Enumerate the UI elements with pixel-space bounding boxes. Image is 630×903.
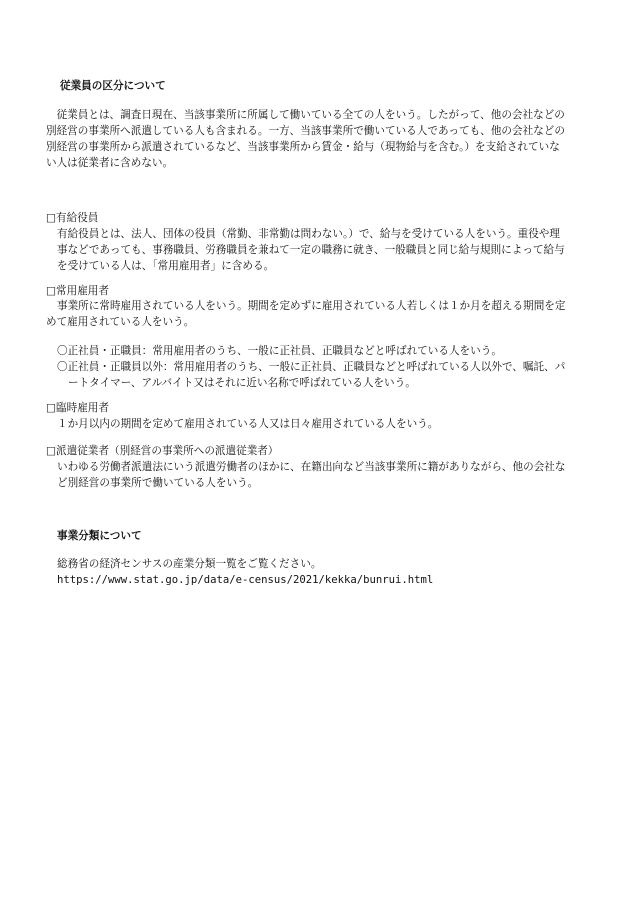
industry-classification-heading: 事業分類について — [57, 530, 142, 542]
industry-classification-url[interactable]: https://www.stat.go.jp/data/e-census/2021/kekka/bunrui.html — [57, 574, 434, 586]
paragraph-line: 別経営の事業所へ派遣している人も含まれる。一方、当該事業所で働いている人であっても、他の会社などの — [46, 125, 565, 137]
paragraph-line: い人は従業者に含めない。 — [46, 157, 174, 169]
regular-employees-title: □常用雇用者 — [46, 285, 109, 297]
paragraph-line: 事業所に常時雇用されている人をいう。期間を定めずに雇用されている人若しくは１か月を超える期間を定 — [57, 300, 566, 312]
paid-officers-title: □有給役員 — [46, 212, 99, 224]
industry-classification-text: 総務省の経済センサスの産業分類一覧をご覧ください。 — [57, 558, 322, 570]
paragraph-line: めて雇用されている人をいう。 — [46, 316, 195, 328]
paragraph-line: 別経営の事業所から派遣されているなど、当該事業所から賃金・給与（現物給与を含む。）を支給されていな — [46, 141, 560, 153]
paragraph-line: を受けている人は、「常用雇用者」に含める。 — [57, 260, 275, 272]
non-full-time-staff-item: 〇正社員・正職員以外：常用雇用者のうち、一般に正社員、正職員などと呼ばれている人以外で、嘱託、パ — [57, 361, 566, 373]
paragraph-line: 従業員とは、調査日現在、当該事業所に所属して働いている全ての人をいう。したがって、他の会社などの — [46, 109, 565, 121]
paragraph-line: 事などであっても、事務職員、労務職員を兼ねて一定の職務に就き、一般職員と同じ給与規則によって給与 — [57, 244, 565, 256]
paragraph-line: １か月以内の期間を定めて雇用されている人又は日々雇用されている人をいう。 — [57, 418, 439, 430]
paragraph-line: ど別経営の事業所で働いている人をいう。 — [57, 477, 259, 489]
full-time-staff-item: 〇正社員・正職員：常用雇用者のうち、一般に正社員、正職員などと呼ばれている人をいう。 — [57, 345, 502, 357]
paragraph-line: ートタイマー、アルバイト又はそれに近い名称で呼ばれている人をいう。 — [68, 377, 416, 389]
paragraph-line: いわゆる労働者派遣法にいう派遣労働者のほかに、在籍出向など当該事業所に籍がありながら、他の会社な — [57, 461, 566, 473]
employee-classification-heading: 従業員の区分について — [60, 80, 166, 92]
dispatched-employees-title: □派遣従業者（別経営の事業所への派遣従業者） — [46, 445, 279, 457]
temporary-employees-title: □臨時雇用者 — [46, 402, 109, 414]
paragraph-line: 有給役員とは、法人、団体の役員（常勤、非常勤は問わない。）で、給与を受けている人をいう。重役や理 — [57, 228, 560, 240]
